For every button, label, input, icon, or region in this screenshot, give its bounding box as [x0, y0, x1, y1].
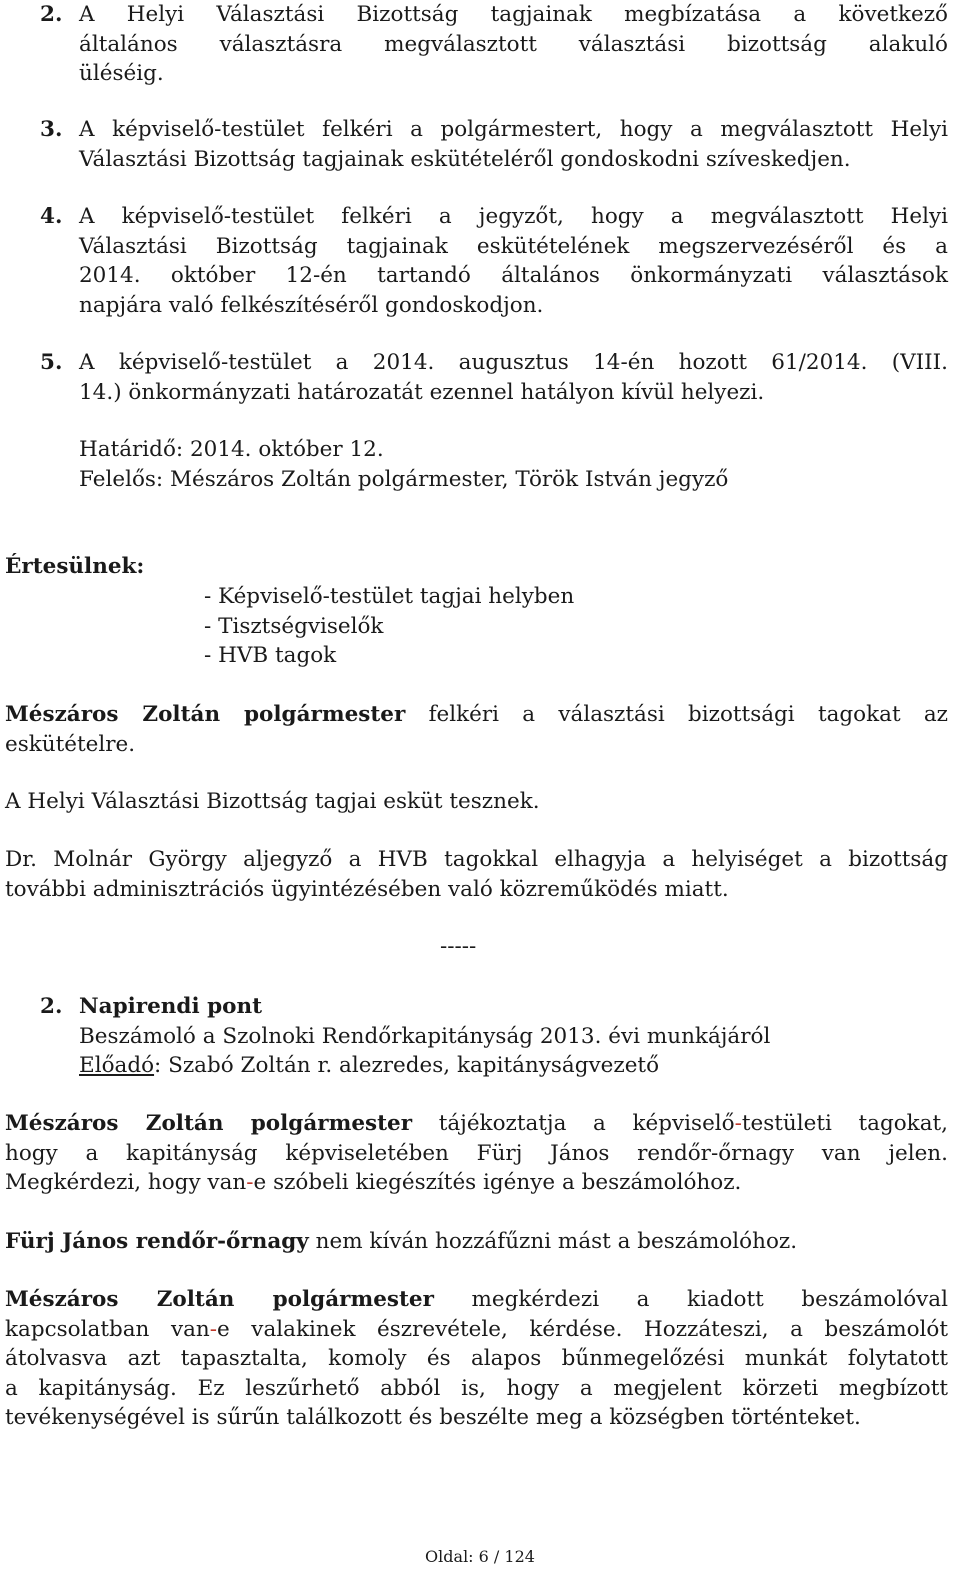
page-number: Oldal: 6 / 124 — [425, 1547, 535, 1566]
deadline: Határidő: 2014. október 12. — [79, 437, 384, 462]
responsible: Felelős: Mészáros Zoltán polgármester, Török István jegyző — [79, 467, 729, 492]
speaker: Mészáros Zoltán polgármester — [5, 702, 406, 727]
item-number: 5. — [40, 350, 63, 375]
paragraph-departure: Dr. Molnár György aljegyző a HVB tagokkal elhagyja a helyiséget a bizottság további adminisztrációs ügyintézésében való közreműködés miatt. — [5, 847, 948, 902]
speaker: Fürj János rendőr-őrnagy — [5, 1229, 309, 1254]
item-number: 4. — [40, 204, 63, 229]
notified-heading: Értesülnek: — [5, 554, 145, 579]
speaker: Mészáros Zoltán polgármester — [5, 1111, 413, 1136]
resolution-item: A képviselő-testület felkéri a polgármestert, hogy a megválasztott Helyi Választási Bizottság tagjainak eskütételéről gondoskodni szíveskedjen. — [79, 117, 948, 172]
agenda-title: Napirendi pont — [79, 994, 263, 1019]
resolution-item: A képviselő-testület felkéri a jegyzőt, hogy a megválasztott Helyi Választási Bizottság tagjainak eskütételének megszervezéséről és a 2014. október 12-én tartandó általános önkormányzati választások napjára való felkészítéséről gondoskodjon. — [79, 204, 948, 318]
paragraph-briefing: Mészáros Zoltán polgármester tájékoztatja a képviselő-testületi tagokat, hogy a kapitányság képviseletében Fürj János rendőr-őrnagy van jelen. Megkérdezi, hogy van-e szóbeli kiegészítés igénye a beszámolóhoz. — [5, 1111, 949, 1195]
paragraph-oath-request: Mészáros Zoltán polgármester felkéri a választási bizottsági tagokat az eskütételre. — [5, 702, 948, 757]
paragraph-question: Mészáros Zoltán polgármester megkérdezi a kiadott beszámolóval kapcsolatban van-e valakinek észrevétele, kérdése. Hozzáteszi, a beszámolót átolvasva azt tapasztalta, komoly és alapos bűnmegelőzési munkát folytatott a kapitányság. Ez leszűrhető abból is, hogy a megjelent körzeti megbízott tevékenységével is sűrűn találkozott és beszélte meg a községben történteket. — [5, 1287, 948, 1430]
agenda-number: 2. — [40, 994, 63, 1019]
list-item: - Képviselő-testület tagjai helyben — [204, 584, 575, 609]
list-item: - HVB tagok — [204, 643, 337, 668]
list-item: - Tisztségviselők — [204, 613, 384, 639]
separator: ----- — [440, 934, 477, 959]
speaker: Mészáros Zoltán polgármester — [5, 1287, 434, 1312]
resolution-item: A képviselő-testület a 2014. augusztus 14-én hozott 61/2014. (VIII. 14.) önkormányzati határozatát ezennel hatályon kívül helyezi. — [79, 350, 948, 405]
agenda-presenter: Előadó: Szabó Zoltán r. alezredes, kapitányságvezető — [79, 1053, 660, 1078]
paragraph-response: Fürj János rendőr-őrnagy nem kíván hozzáfűzni mást a beszámolóhoz. — [5, 1229, 798, 1254]
resolution-item: A Helyi Választási Bizottság tagjainak megbízatása a következő általános választásra megválasztott választási bizottság alakuló üléséig. — [79, 2, 948, 86]
agenda-item — [79, 992, 948, 1081]
agenda-subject: Beszámoló a Szolnoki Rendőrkapitányság 2013. évi munkájáról — [79, 1023, 771, 1049]
item-number: 3. — [40, 117, 63, 142]
paragraph-oath: A Helyi Választási Bizottság tagjai esküt tesznek. — [5, 789, 540, 814]
item-number: 2. — [40, 2, 63, 27]
notified-list — [204, 582, 574, 671]
